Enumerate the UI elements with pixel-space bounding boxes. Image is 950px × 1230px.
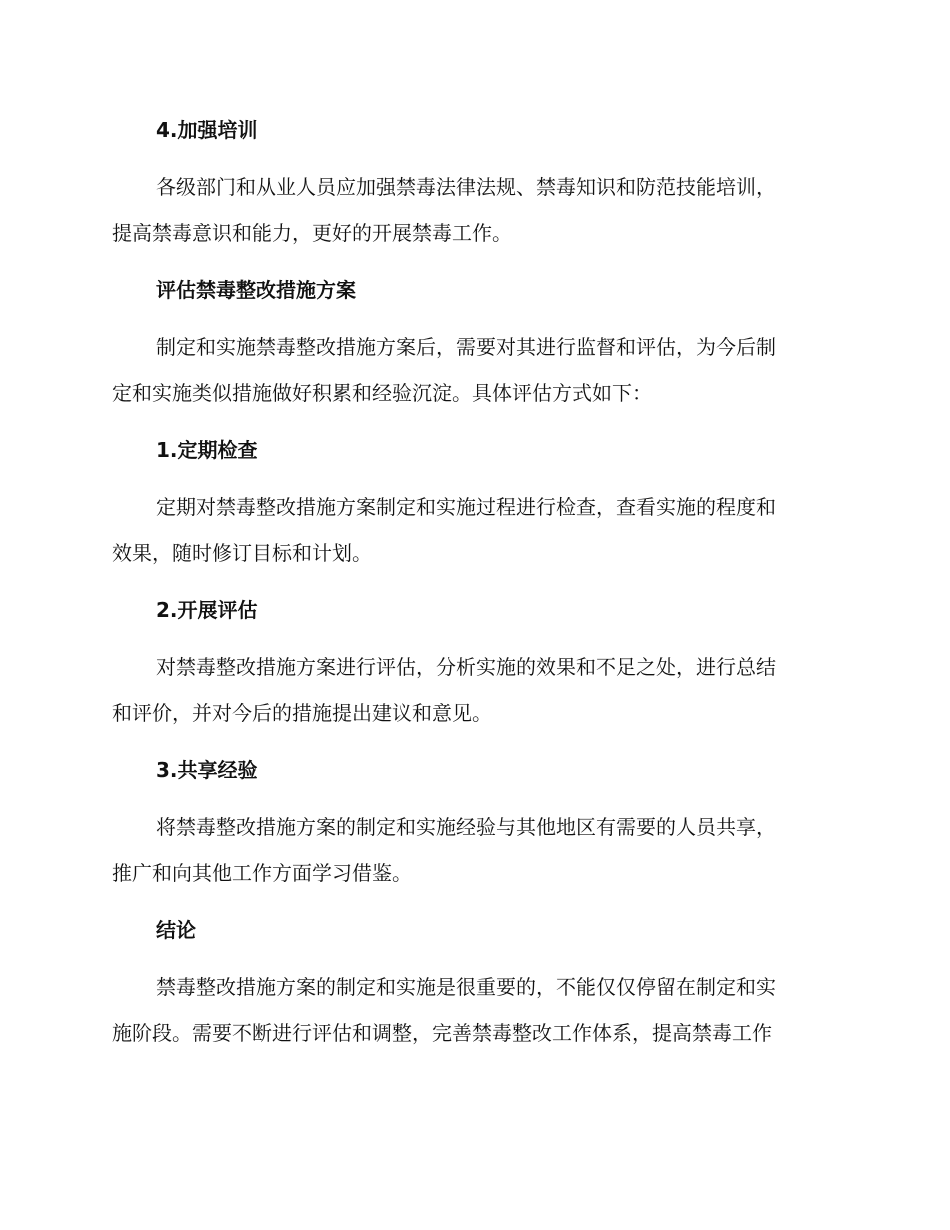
section-paragraph-share-experience	[112, 804, 832, 896]
paragraph-line: 各级部门和从业人员应加强禁毒法律法规、禁毒知识和防范技能培训，	[156, 175, 776, 199]
paragraph-line: 定期对禁毒整改措施方案制定和实施过程进行检查，查看实施的程度和	[156, 495, 776, 519]
paragraph-line: 和评价，并对今后的措施提出建议和意见。	[112, 701, 492, 725]
section-heading-share-experience: 3.共享经验	[156, 758, 258, 782]
paragraph-line: 制定和实施禁毒整改措施方案后，需要对其进行监督和评估，为今后制	[156, 335, 776, 359]
section-paragraph-conduct-evaluation	[112, 644, 832, 736]
section-heading-regular-check: 1.定期检查	[156, 438, 258, 462]
paragraph-line: 定和实施类似措施做好积累和经验沉淀。具体评估方式如下：	[112, 381, 652, 405]
paragraph-line: 施阶段。需要不断进行评估和调整，完善禁毒整改工作体系，提高禁毒工作	[112, 1021, 772, 1045]
paragraph-line: 效果，随时修订目标和计划。	[112, 541, 372, 565]
paragraph-line: 禁毒整改措施方案的制定和实施是很重要的，不能仅仅停留在制定和实	[156, 975, 776, 999]
paragraph-line: 对禁毒整改措施方案进行评估，分析实施的效果和不足之处，进行总结	[156, 655, 776, 679]
section-heading-conclusion: 结论	[156, 918, 196, 942]
section-paragraph-regular-check	[112, 484, 832, 576]
paragraph-line: 将禁毒整改措施方案的制定和实施经验与其他地区有需要的人员共享，	[156, 815, 776, 839]
section-paragraph-conclusion	[112, 964, 832, 1056]
section-heading-training: 4.加强培训	[156, 118, 258, 142]
section-heading-conduct-evaluation: 2.开展评估	[156, 598, 258, 622]
section-paragraph-training	[112, 164, 832, 256]
section-heading-evaluation: 评估禁毒整改措施方案	[156, 278, 356, 302]
section-paragraph-evaluation	[112, 324, 832, 416]
paragraph-line: 推广和向其他工作方面学习借鉴。	[112, 861, 412, 885]
paragraph-line: 提高禁毒意识和能力，更好的开展禁毒工作。	[112, 221, 512, 245]
